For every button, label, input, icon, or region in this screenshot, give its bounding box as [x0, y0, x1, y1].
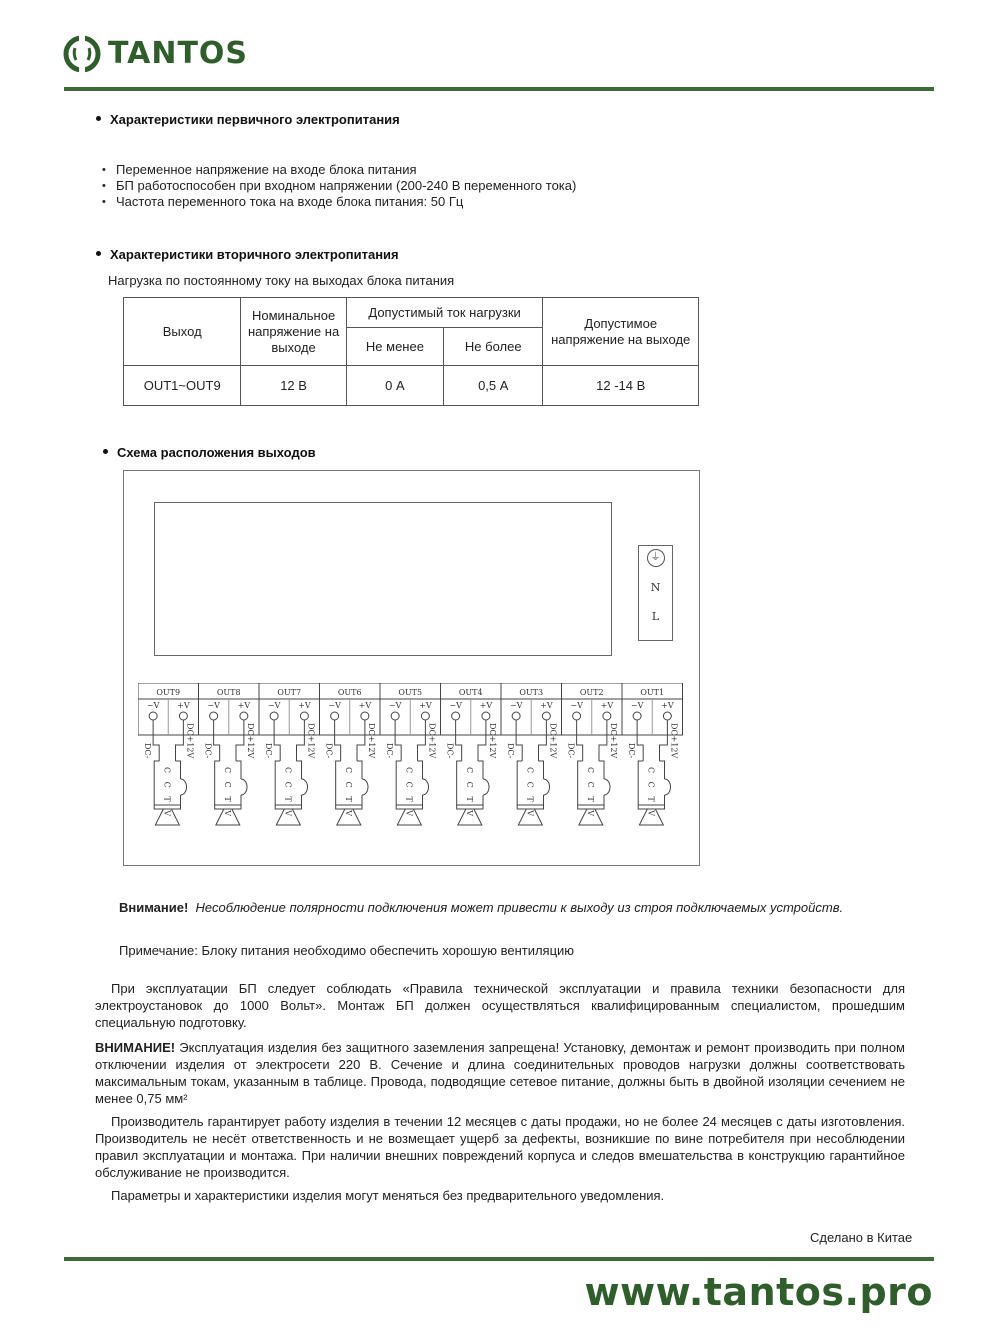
svg-text:OUT9: OUT9	[156, 688, 181, 697]
svg-text:DC+12V: DC+12V	[548, 723, 558, 759]
th-voltage-range: Допустимое напряжение на выходе	[543, 298, 699, 366]
svg-text:C C T V: C C T V	[283, 767, 293, 819]
ventilation-note: Примечание: Блоку питания необходимо обеспечить хорошую вентиляцию	[119, 943, 575, 958]
svg-text:DC-: DC-	[627, 743, 637, 759]
th-output: Выход	[124, 298, 241, 366]
svg-text:DC-: DC-	[566, 743, 576, 759]
svg-text:−V: −V	[388, 701, 402, 710]
svg-text:C C T V: C C T V	[343, 767, 353, 819]
primary-item: • Переменное напряжение на входе блока питания	[102, 162, 576, 178]
svg-text:DC+12V: DC+12V	[185, 723, 195, 759]
svg-text:OUT4: OUT4	[458, 688, 483, 697]
svg-text:−V: −V	[328, 701, 341, 710]
svg-text:+V: +V	[600, 701, 614, 710]
th-min: Не менее	[346, 328, 443, 366]
cell-nominal: 12 В	[241, 366, 346, 406]
svg-text:−V: −V	[146, 701, 160, 710]
svg-text:DC-: DC-	[324, 743, 334, 759]
svg-text:DC+12V: DC+12V	[669, 723, 679, 759]
svg-text:DC-: DC-	[445, 743, 455, 759]
primary-list	[102, 162, 576, 210]
svg-text:−V: −V	[267, 701, 281, 710]
th-nominal: Номинальное напряжение на выходе	[241, 298, 346, 366]
svg-text:+V: +V	[419, 701, 432, 710]
svg-text:OUT3: OUT3	[519, 688, 544, 697]
svg-text:−V: −V	[207, 701, 220, 710]
tantos-logo-icon	[62, 34, 102, 74]
spec-table	[123, 297, 699, 406]
svg-text:OUT2: OUT2	[579, 688, 604, 697]
svg-text:OUT6: OUT6	[337, 688, 362, 697]
svg-text:−V: −V	[509, 701, 523, 710]
psu-diagram	[123, 470, 700, 866]
secondary-heading: Характеристики вторичного электропитания	[96, 247, 399, 262]
svg-text:+V: +V	[298, 701, 311, 710]
svg-text:+V: +V	[661, 701, 674, 710]
layout-heading: Схема расположения выходов	[103, 445, 316, 460]
outputs-schematic	[138, 683, 688, 833]
brand-logo	[62, 34, 248, 74]
psu-board	[154, 502, 612, 656]
svg-text:C C T V: C C T V	[464, 767, 474, 819]
svg-text:C C T V: C C T V	[404, 767, 414, 819]
header-rule	[64, 87, 934, 91]
svg-text:DC-: DC-	[385, 743, 395, 759]
svg-text:OUT7: OUT7	[277, 688, 302, 697]
terminal-n: N	[650, 581, 661, 594]
svg-text:+V: +V	[237, 701, 251, 710]
svg-text:DC+12V: DC+12V	[366, 723, 376, 759]
svg-text:C C T V: C C T V	[162, 767, 172, 819]
svg-text:+V: +V	[177, 701, 190, 710]
primary-item: • БП работоспособен при входном напряжении (200-240 В переменного тока)	[102, 178, 576, 194]
svg-text:OUT1: OUT1	[640, 688, 665, 697]
th-current-group: Допустимый ток нагрузки	[346, 298, 543, 328]
svg-text:−V: −V	[630, 701, 644, 710]
mains-terminal	[638, 545, 673, 641]
svg-text:+V: +V	[479, 701, 493, 710]
th-max: Не более	[444, 328, 543, 366]
brand-name: TANTOS	[108, 36, 249, 71]
terminal-l: L	[651, 610, 660, 623]
svg-text:DC-: DC-	[506, 743, 516, 759]
svg-text:DC-: DC-	[264, 743, 274, 759]
cell-output: OUT1~OUT9	[124, 366, 241, 406]
polarity-warning: Внимание! Несоблюдение полярности подключения может привести к выходу из строя подключаемых устройств.	[119, 900, 844, 915]
svg-text:C C T V: C C T V	[646, 767, 656, 819]
website-link[interactable]: www.tantos.pro	[584, 1270, 933, 1314]
secondary-subtitle: Нагрузка по постоянному току на выходах блока питания	[108, 273, 455, 288]
cell-min: 0 А	[346, 366, 443, 406]
svg-text:DC+12V: DC+12V	[306, 723, 316, 759]
svg-text:+V: +V	[540, 701, 553, 710]
svg-text:DC-: DC-	[143, 743, 153, 759]
svg-text:C C T V: C C T V	[585, 767, 595, 819]
svg-text:C C T V: C C T V	[222, 767, 232, 819]
svg-text:+V: +V	[358, 701, 372, 710]
svg-text:DC+12V: DC+12V	[245, 723, 255, 759]
svg-text:DC-: DC-	[203, 743, 213, 759]
table-row	[124, 366, 699, 406]
primary-heading: Характеристики первичного электропитания	[96, 112, 400, 127]
cell-voltage-range: 12 -14 В	[543, 366, 699, 406]
cell-max: 0,5 А	[444, 366, 543, 406]
primary-item: • Частота переменного тока на входе блока питания: 50 Гц	[102, 194, 576, 210]
svg-text:DC+12V: DC+12V	[487, 723, 497, 759]
svg-text:C C T V: C C T V	[525, 767, 535, 819]
svg-text:−V: −V	[449, 701, 462, 710]
made-in: Сделано в Китае	[810, 1230, 913, 1245]
operation-paragraph: При эксплуатации БП следует соблюдать «Правила технической эксплуатации и правила техники безопасности для электроустановок до 1000 Вольт». Монтаж БП должен осуществляться квалифицированным специалистом, прошедшим специальную подготовку.	[95, 981, 905, 1030]
warranty-paragraph: Производитель гарантирует работу изделия в течении 12 месяцев с даты продажи, но не более 24 месяцев с даты изготовления. Производитель не несёт ответственность и не возмещает ущерб за дефекты, возникшие по вине потребителя при несоблюдении правил эксплуатации и монтажа. При наличии внешних повреждений корпуса и следов вмешательства в конструкцию гарантийное обслуживание не производится.	[95, 1114, 905, 1180]
svg-text:−V: −V	[570, 701, 583, 710]
svg-text:DC+12V: DC+12V	[427, 723, 437, 759]
ground-icon: ⏚	[647, 549, 665, 567]
svg-text:OUT8: OUT8	[216, 688, 241, 697]
svg-text:DC+12V: DC+12V	[608, 723, 618, 759]
params-note: Параметры и характеристики изделия могут меняться без предварительного уведомления.	[111, 1188, 665, 1203]
footer-rule	[64, 1257, 934, 1261]
svg-text:OUT5: OUT5	[398, 688, 423, 697]
caution-paragraph: ВНИМАНИЕ! Эксплуатация изделия без защитного заземления запрещена! Установку, демонтаж и ремонт производить при полном отключении изделия от электросети 220 В. Сечение и длина соединительных проводов нагрузки должны соответствовать максимальным токам, указанным в таблице. Провода, подводящие сетевое питание, должны быть в двойной изоляции сечением не менее 0,75 мм²	[95, 1040, 905, 1106]
